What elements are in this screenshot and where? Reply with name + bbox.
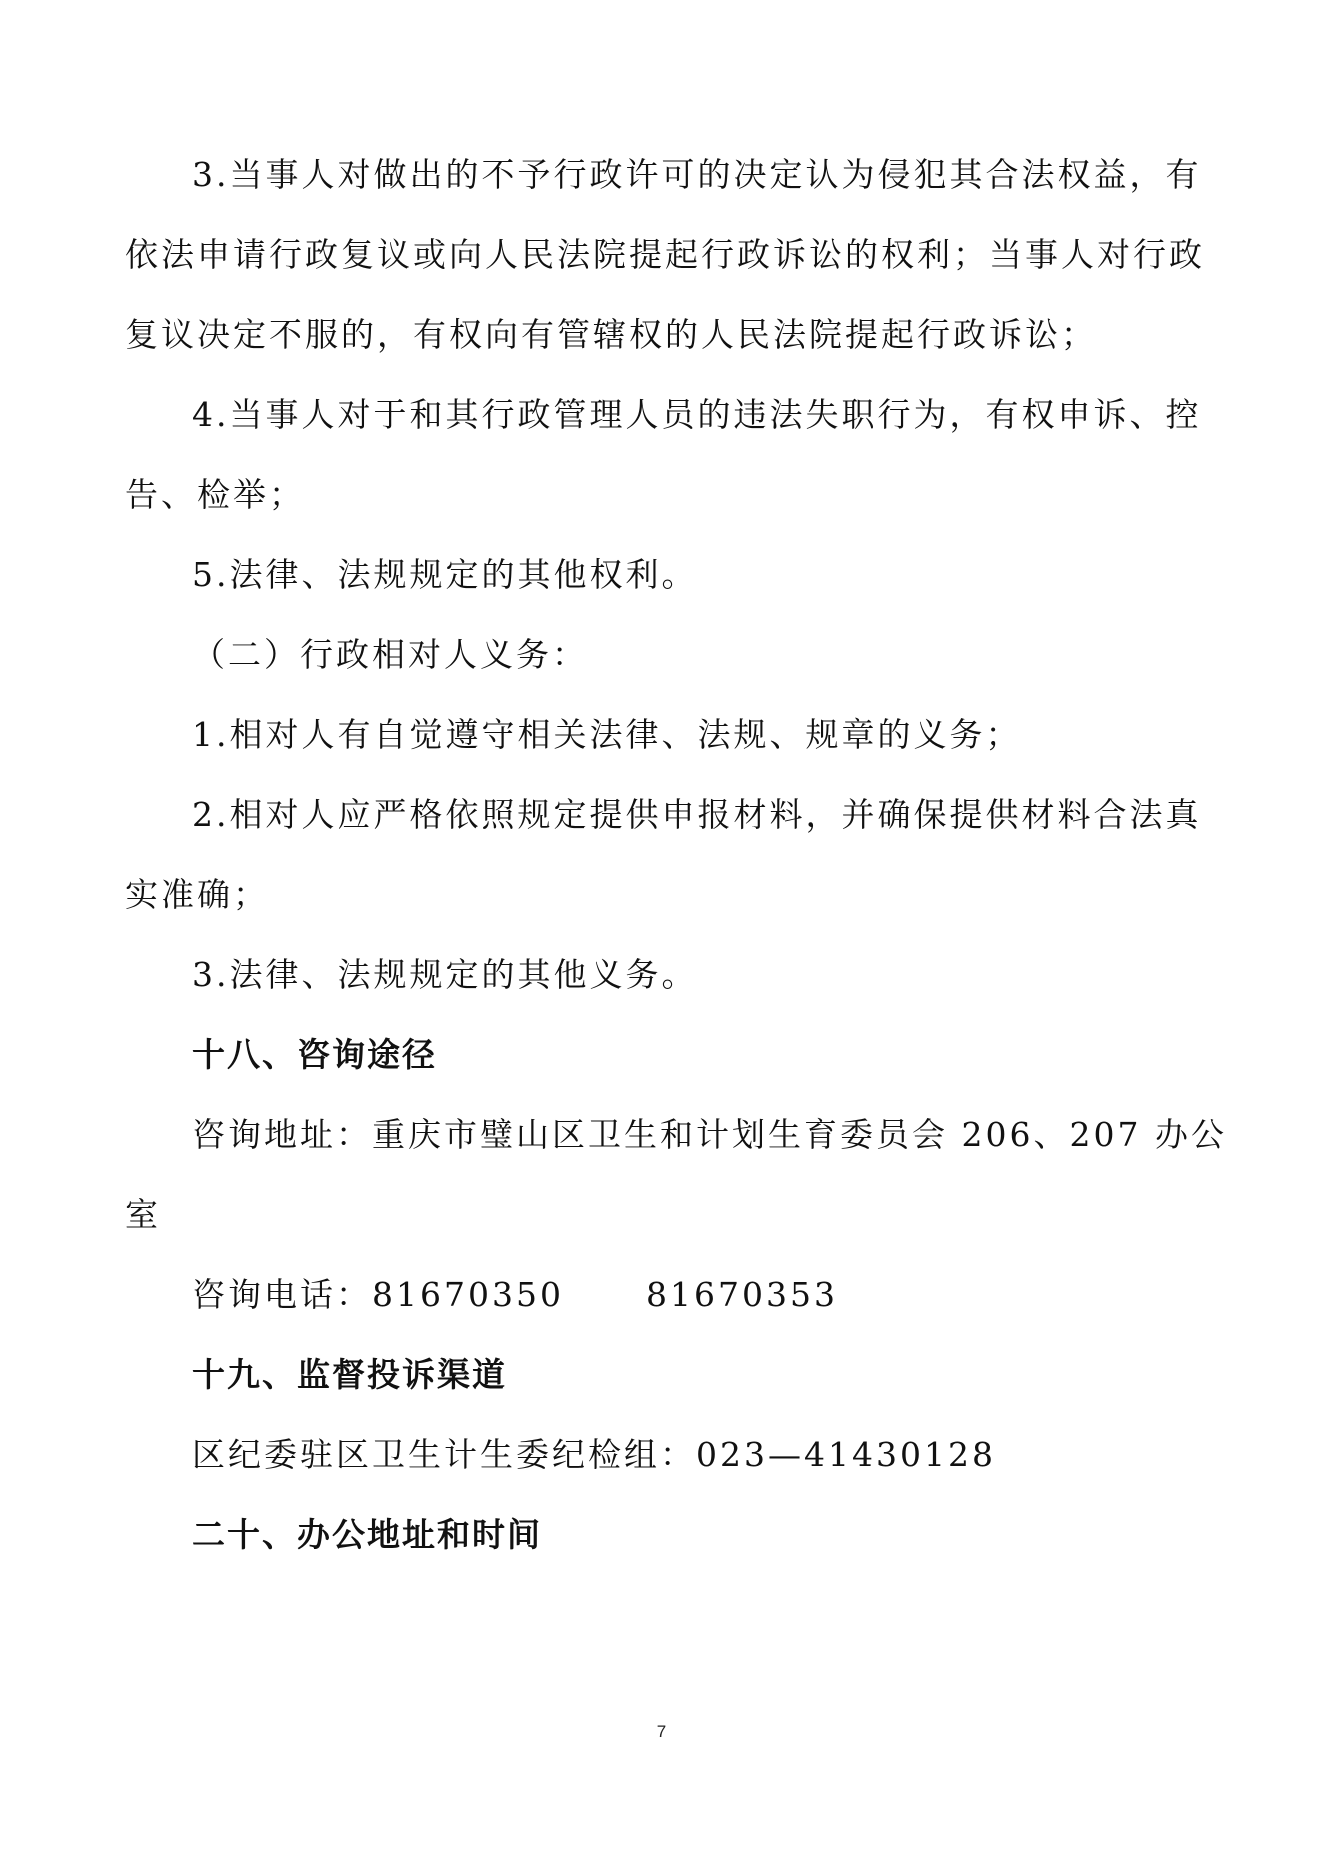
consult-phone bbox=[192, 1273, 1267, 1317]
section-19-heading: 十九、监督投诉渠道 bbox=[192, 1355, 507, 1394]
consult-address-line-1: 咨询地址：重庆市璧山区卫生和计划生育委员会 206、207 办公 bbox=[192, 1115, 1227, 1154]
duties-2-line-2: 实准确； bbox=[125, 875, 269, 914]
complaint-contact: 区纪委驻区卫生计生委纪检组：023—41430128 bbox=[192, 1435, 996, 1474]
page-number: 7 bbox=[656, 1722, 667, 1741]
duties-1: 1.相对人有自觉遵守相关法律、法规、规章的义务； bbox=[192, 715, 1022, 754]
duties-heading: （二）行政相对人义务： bbox=[192, 635, 588, 674]
duties-2-line-1: 2.相对人应严格依照规定提供申报材料，并确保提供材料合法真 bbox=[192, 795, 1202, 834]
rights-4-line-2: 告、检举； bbox=[125, 475, 305, 514]
consult-address-line-2: 室 bbox=[125, 1195, 161, 1234]
section-18-heading: 十八、咨询途径 bbox=[192, 1035, 437, 1074]
consult-phone-primary: 咨询电话：81670350 bbox=[192, 1275, 564, 1314]
rights-4-line-1: 4.当事人对于和其行政管理人员的违法失职行为，有权申诉、控 bbox=[192, 395, 1202, 434]
consult-phone-secondary: 81670353 bbox=[645, 1275, 838, 1314]
rights-3-line-3: 复议决定不服的，有权向有管辖权的人民法院提起行政诉讼； bbox=[125, 315, 1097, 354]
duties-3: 3.法律、法规规定的其他义务。 bbox=[192, 955, 698, 994]
rights-3-line-2: 依法申请行政复议或向人民法院提起行政诉讼的权利；当事人对行政 bbox=[125, 235, 1205, 274]
rights-3-line-1: 3.当事人对做出的不予行政许可的决定认为侵犯其合法权益，有 bbox=[192, 155, 1202, 194]
section-20-heading: 二十、办公地址和时间 bbox=[192, 1515, 542, 1554]
rights-5: 5.法律、法规规定的其他权利。 bbox=[192, 555, 698, 594]
